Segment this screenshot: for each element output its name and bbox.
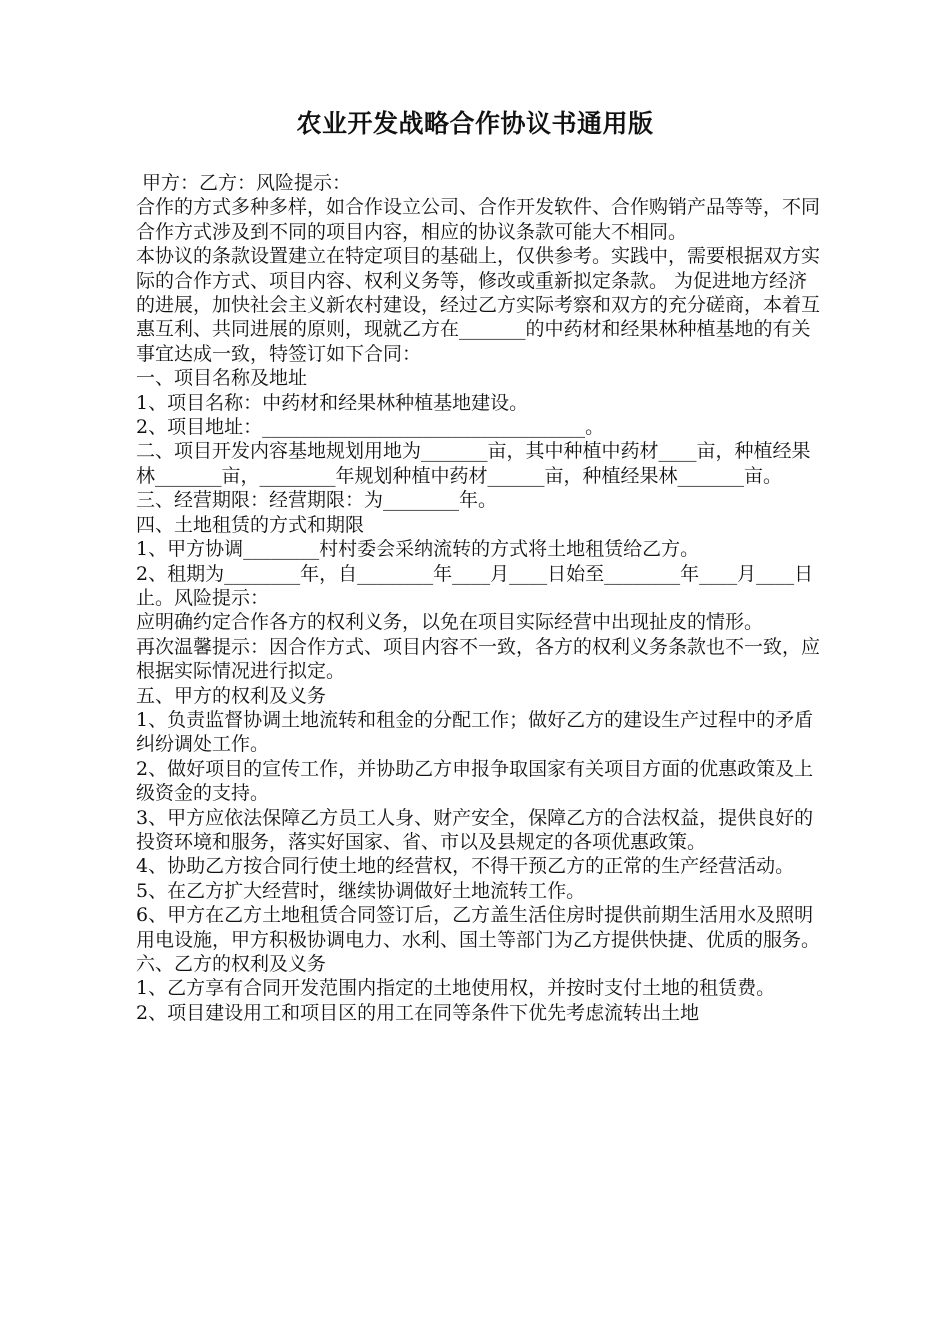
document-body: [136, 171, 826, 1025]
clause-lease-term: 2、租期为________年，自________年____月____日始至________年____月____日止。风险提示：: [136, 562, 814, 609]
clause-party-b-2: 2、项目建设用工和项目区的用工在同等条件下优先考虑流转出土地: [136, 1001, 700, 1024]
clause-party-b-1: 1、乙方享有合同开发范围内指定的土地使用权，并按时支付土地的租赁费。: [136, 977, 776, 1000]
paragraph-parties: 甲方：乙方：风险提示：: [136, 172, 352, 194]
clause-party-a-4: 4、协助乙方按合同行使土地的经营权，不得干预乙方的正常的生产经营活动。: [136, 855, 795, 878]
clause-party-a-6: 6、甲方在乙方土地租赁合同签订后，乙方盖生活住房时提供前期生活用水及照明用电设施，甲方积极协调电力、水利、国土等部门为乙方提供快捷、优质的服务。: [136, 904, 821, 951]
section-heading-land-lease: 四、土地租赁的方式和期限: [136, 513, 365, 536]
clause-party-a-1: 1、负责监督协调土地流转和租金的分配工作；做好乙方的建设生产过程中的矛盾纠纷调处工作。: [136, 708, 814, 756]
clause-lease-method: 1、甲方协调________村村委会采纳流转的方式将土地租赁给乙方。: [136, 538, 700, 561]
paragraph-preamble: 本协议的条款设置建立在特定项目的基础上，仅供参考。实践中，需要根据双方实际的合作方式、项目内容、权利义务等，修改或重新拟定条款。 为促进地方经济的进展，加快社会主义新农村建设，经过乙方实际考察和双方的充分磋商，本着互惠互利、共同进展的原则，现就乙方在_______的中药材和经果林种植基地的有关事宜达成一致，特签订如下合同：: [136, 245, 821, 365]
clause-party-a-5: 5、在乙方扩大经营时，继续协调做好土地流转工作。: [136, 879, 586, 902]
clause-party-a-3: 3、甲方应依法保障乙方员工人身、财产安全，保障乙方的合法权益，提供良好的投资环境和服务，落实好国家、省、市以及县规定的各项优惠政策。: [136, 806, 814, 853]
risk-note-rights: 应明确约定合作各方的权利义务，以免在项目实际经营中出现扯皮的情形。: [136, 611, 764, 634]
section-development-content: 二、项目开发内容基地规划用地为_______亩，其中种植中药材____亩，种植经果林_______亩，________年规划种植中药材______亩，种植经果林_______亩。: [136, 440, 811, 487]
risk-note-reminder: 再次温馨提示：因合作方式、项目内容不一致，各方的权利义务条款也不一致，应根据实际情况进行拟定。: [136, 635, 821, 683]
paragraph-cooperation-methods: 合作的方式多种多样，如合作设立公司、合作开发软件、合作购销产品等等，不同合作方式涉及到不同的项目内容，相应的协议条款可能大不相同。: [136, 196, 821, 243]
section-operating-period: 三、经营期限：经营期限：为________年。: [136, 489, 498, 512]
clause-party-a-2: 2、做好项目的宣传工作，并协助乙方申报争取国家有关项目方面的优惠政策及上级资金的支持。: [136, 757, 814, 805]
document-title: 农业开发战略合作协议书通用版: [296, 109, 654, 138]
section-heading-project-name-address: 一、项目名称及地址: [136, 367, 308, 390]
clause-project-name: 1、项目名称：中药材和经果林种植基地建设。: [136, 391, 529, 414]
clause-project-address: 2、项目地址：__________________________________。: [136, 416, 605, 439]
section-heading-party-a: 五、甲方的权利及义务: [136, 684, 327, 707]
section-heading-party-b: 六、乙方的权利及义务: [136, 953, 327, 975]
